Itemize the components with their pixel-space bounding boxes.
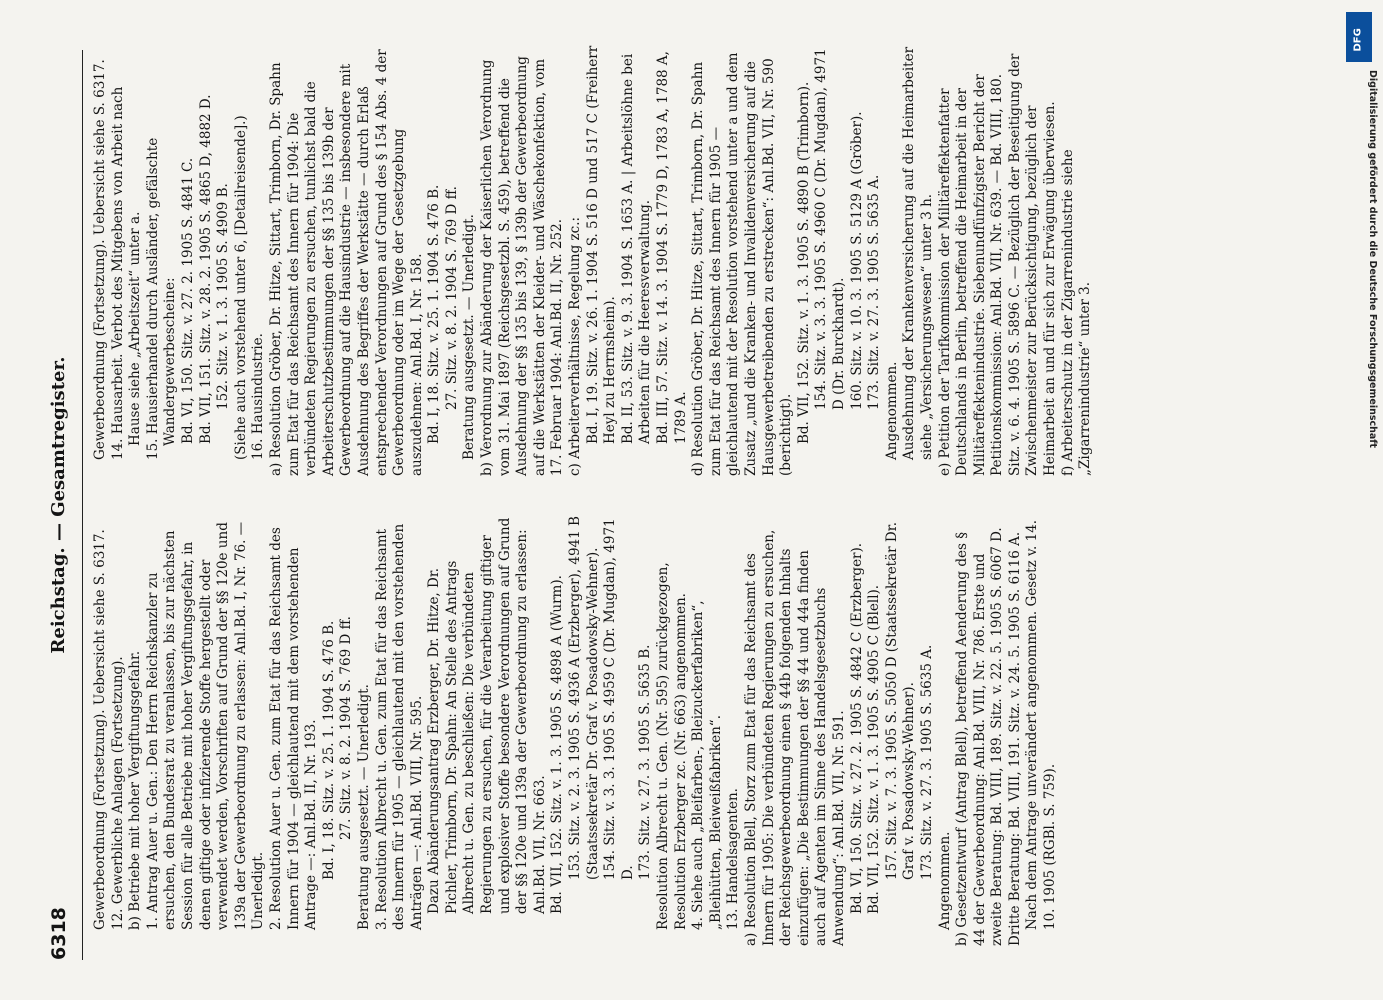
index-entry: 157. Sitz. v. 7. 3. 1905 S. 5050 D (Staatssekretär Dr. Graf v. Posadowsky-Wehner).	[883, 522, 918, 880]
index-entry: Bd. I, 18. Sitz. v. 25. 1. 1904 S. 476 B.	[426, 184, 443, 444]
index-entry: 12. Gewerbliche Anlagen (Fortsetzung).	[109, 656, 126, 930]
index-entry: 2. Resolution Auer u. Gen. zum Etat für das Reichsamt des Innern für 1904 — gleichlautend mit dem vorstehenden Antrage —: Anl.Bd. II, Nr. 193.	[267, 527, 320, 930]
index-entry: 1. Antrag Auer u. Gen.: Den Herrn Reichskanzler zu ersuchen, den Bundesrat zu veranlassen, bis zur nächsten Session für alle Betriebe mit hoher Vergiftungsgefahr, in denen giftige oder infizierende Stoffe hergestellt oder verwendet werden, Vorschriften auf Grund der §§ 120e und 139a der Gewerbeordnung zu erlassen: Anl.Bd. I, Nr. 76. — Unerledigt.	[144, 521, 267, 930]
index-entry: e) Petition der Tarifkommission der Militäreffektenfatter Deutschlands in Berlin, betreffend die Heimarbeit in der Militäreffektenindustrie. Siebenundfünfzigster Bericht der Petitionskommission: Anl.Bd. VII, Nr. 639. — Bd. VIII, 180. Sitz. v. 6. 4. 1905 S. 5896 C. — Bezüglich der Beseitigung der Zwischenmeister zur Berücksichtigung, bezüglich der Heimarbeit an und für sich zur Erwägung überwiesen.	[936, 53, 1059, 476]
index-entry: 3. Resolution Albrecht u. Gen. zum Etat für das Reichsamt des Innern für 1905 — gleichlautend mit den vorstehenden Anträgen —: Anl.Bd. VIII, Nr. 595.	[373, 523, 425, 930]
index-entry: 154. Sitz. v. 3. 3. 1905 S. 4959 C (Dr. Mugdan), 4971 D.	[602, 518, 636, 880]
index-entry: b) Gesetzentwurf (Antrag Blell), betreffend Aenderung des § 44 der Gewerbeordnung: Anl.Bd. VIII, Nr. 786. Erste und zweite Beratung: Bd. VIII, 189. Sitz. v. 22. 5. 1905 S. 6067 D. Dritte Beratung: Bd. VIII, 191. Sitz. v. 24. 5. 1905 S. 6116 A.	[954, 527, 1023, 946]
index-entry: Gewerbeordnung (Fortsetzung). Uebersicht siehe S. 6317.	[92, 59, 108, 460]
index-entry: Bd. VI, 150. Sitz. v. 27. 2. 1905 S. 4841 C.	[179, 157, 196, 444]
index-entry: Dazu Abänderungsantrag Erzberger, Dr. Hitze, Dr. Pichler, Trimborn, Dr. Spahn: An Stelle des Antrags Albrecht u. Gen. zu beschließen: Die verbündeten Regierungen zu ersuchen, für die Verarbeitung giftiger und explosiver Stoffe besondere Verordnungen auf Grund der §§ 120e und 139a der Gewerbeordnung zu erlassen: Anl.Bd. VII, Nr. 663.	[426, 517, 548, 914]
index-entry: 154. Sitz. v. 3. 3. 1905 S. 4960 C (Dr. Mugdan), 4971 D (Dr. Burckhardt).	[813, 48, 847, 410]
index-entry: Angenommen.	[936, 831, 953, 930]
index-entry: b) Betriebe mit hoher Vergiftungsgefahr.	[127, 650, 144, 930]
index-entry: (Siehe auch vorstehend unter 6, [Detailreisende].)	[232, 115, 249, 460]
left-column	[92, 515, 1060, 960]
dfg-logo-text: DFG	[1352, 28, 1364, 52]
index-entry: c) Arbeiterverhältnisse, Regelung zc.:	[567, 216, 584, 476]
index-entry: d) Resolution Gröber, Dr. Hitze, Sittart, Trimborn, Dr. Spahn zum Etat für das Reichsamt des Innern für 1905 — gleichlautend mit der Resolution vorstehend unter a und dem Zusatz „und die Kranken- und Invalidenversicherung auf die Hausgewerbetreibenden zu erstrecken“: Anl.Bd. VII, Nr. 590 (berichtigt).	[690, 52, 795, 476]
index-entry: 152. Sitz. v. 1. 3. 1905 S. 4909 B.	[215, 183, 232, 410]
index-entry: a) Resolution Blell, Storz zum Etat für das Reichsamt des Innern für 1905: Die verbündeten Regierungen zu ersuchen, der Reichsgewerbeordnung einen § 44b folgenden Inhalts einzufügen: „Die Bestimmungen der §§ 44 und 44a finden auch auf Agenten im Sinne des Handelsgesetzbuchs Anwendung“: Anl.Bd. VII, Nr. 591.	[742, 529, 847, 946]
index-entry: 27. Sitz. v. 8. 2. 1904 S. 769 D ff.	[338, 616, 355, 840]
index-entry: Ausdehnung der Krankenversicherung auf die Heimarbeiter siehe „Versicherungswesen“ unter 3 h.	[901, 46, 935, 460]
index-entry: Bd. II, 53. Sitz. v. 9. 3. 1904 S. 1653 A. | Arbeitslöhne bei Arbeiten für die Heeresverwaltung.	[619, 53, 654, 444]
index-entry: Bd. VII, 152. Sitz. v. 1. 3. 1905 S. 4898 A (Wurm).	[549, 575, 566, 914]
digitization-credit	[1366, 70, 1380, 970]
index-entry: b) Verordnung zur Abänderung der Kaiserlichen Verordnung vom 31. Mai 1897 (Reichsgesetzbl. S. 459), betreffend die Ausdehnung der §§ 135 bis 139, § 139b der Gewerbeordnung auf die Werkstätten der Kleider- und Wäschekonfektion, vom 17. Februar 1904: Anl.Bd. II, Nr. 252.	[479, 56, 566, 476]
index-entry: Bd. VII, 151. Sitz. v. 28. 2. 1905 S. 4865 D, 4882 D.	[197, 94, 214, 444]
digitization-credit-text: Digitalisierung gefördert durch die Deutsche Forschungsgemeinschaft	[1367, 70, 1378, 448]
index-entry: Bd. I, 19. Sitz. v. 26. 1. 1904 S. 516 D und 517 C (Freiherr Heyl zu Herrnsheim).	[584, 45, 619, 444]
index-entry: Bd. III, 57. Sitz. v. 14. 3. 1904 S. 1779 D, 1783 A, 1788 A, 1789 A.	[655, 51, 689, 444]
index-entry: 27. Sitz. v. 8. 2. 1904 S. 769 D ff.	[443, 186, 460, 410]
index-entry: 173. Sitz. v. 27. 3. 1905 S. 5635 A.	[918, 644, 935, 880]
right-column	[92, 45, 1095, 490]
index-entry: 15. Hausierhandel durch Ausländer, gefälschte Wandergewerbescheine:	[144, 137, 179, 460]
index-entry: Angenommen.	[883, 361, 900, 460]
index-entry: 173. Sitz. v. 27. 3. 1905 S. 5635 B.	[637, 644, 654, 880]
index-entry: 16. Hausindustrie.	[250, 333, 267, 460]
page-header	[48, 50, 78, 960]
running-title: Reichstag. — Gesamtregister.	[48, 356, 69, 654]
index-entry: Gewerbeordnung (Fortsetzung). Uebersicht siehe S. 6317.	[92, 529, 108, 930]
index-entry: f) Arbeiterschutz in der Zigarrenindustrie siehe „Zigarrenindustrie“ unter 3.	[1059, 149, 1094, 476]
index-entry: Beratung ausgesetzt. — Unerledigt.	[355, 684, 372, 930]
index-entry: Bd. VII, 152. Sitz. v. 1. 3. 1905 S. 4905 C (Blell).	[866, 584, 883, 914]
index-entry: Beratung ausgesetzt. — Unerledigt.	[461, 214, 478, 460]
index-entry: 14. Hausarbeit. Verbot des Mitgebens von Arbeit nach Hause siehe „Arbeitszeit“ unter a.	[109, 86, 144, 460]
dfg-logo	[1346, 12, 1372, 62]
index-entry: 160. Sitz. v. 10. 3. 1905 S. 5129 A (Gröber).	[848, 111, 865, 410]
header-rule	[82, 50, 83, 960]
index-entry: Bd. I, 18. Sitz. v. 25. 1. 1904 S. 476 B.	[320, 620, 337, 880]
index-entry: 4. Siehe auch „Bleifarben-, Bleizuckerfabriken“, „Bleihütten, Bleiweißfabriken“.	[690, 600, 724, 930]
index-entry: 13. Handelsagenten.	[725, 788, 742, 930]
index-entry: 173. Sitz. v. 27. 3. 1905 S. 5635 A.	[866, 174, 883, 410]
index-entry: Resolution Albrecht u. Gen. (Nr. 595) zurückgezogen, Resolution Erzberger zc. (Nr. 663) angenommen.	[655, 562, 689, 930]
index-entry: 153. Sitz. v. 2. 3. 1905 S. 4936 A (Erzberger), 4941 B (Staatssekretär Dr. Graf v. Posadowsky-Wehner).	[567, 516, 601, 880]
index-entry: Bd. VI, 150. Sitz. v. 27. 2. 1905 S. 4842 C (Erzberger).	[848, 542, 865, 914]
index-entry: Bd. VII, 152. Sitz. v. 1. 3. 1905 S. 4890 B (Trimborn).	[795, 81, 812, 444]
index-entry: a) Resolution Gröber, Dr. Hitze, Sittart, Trimborn, Dr. Spahn zum Etat für das Reichsamt des Innern für 1904: Die verbündeten Regierungen zu ersuchen, tunlichst bald die Arbeiterschutzbestimmungen der §§ 135 bis 139b der Gewerbeordnung auf die Hausindustrie — insbesondere mit Ausdehnung des Begriffes der Werkstätte — durch Erlaß entsprechender Verordnungen auf Grund des § 154 Abs. 4 der Gewerbeordnung oder im Wege der Gesetzgebung auszudehnen: Anl.Bd. I, Nr. 158.	[267, 49, 425, 476]
page-number: 6318	[48, 907, 70, 960]
index-entry: Nach dem Antrage unverändert angenommen. Gesetz v. 14. 10. 1905 (RGBl. S. 759).	[1024, 519, 1059, 930]
